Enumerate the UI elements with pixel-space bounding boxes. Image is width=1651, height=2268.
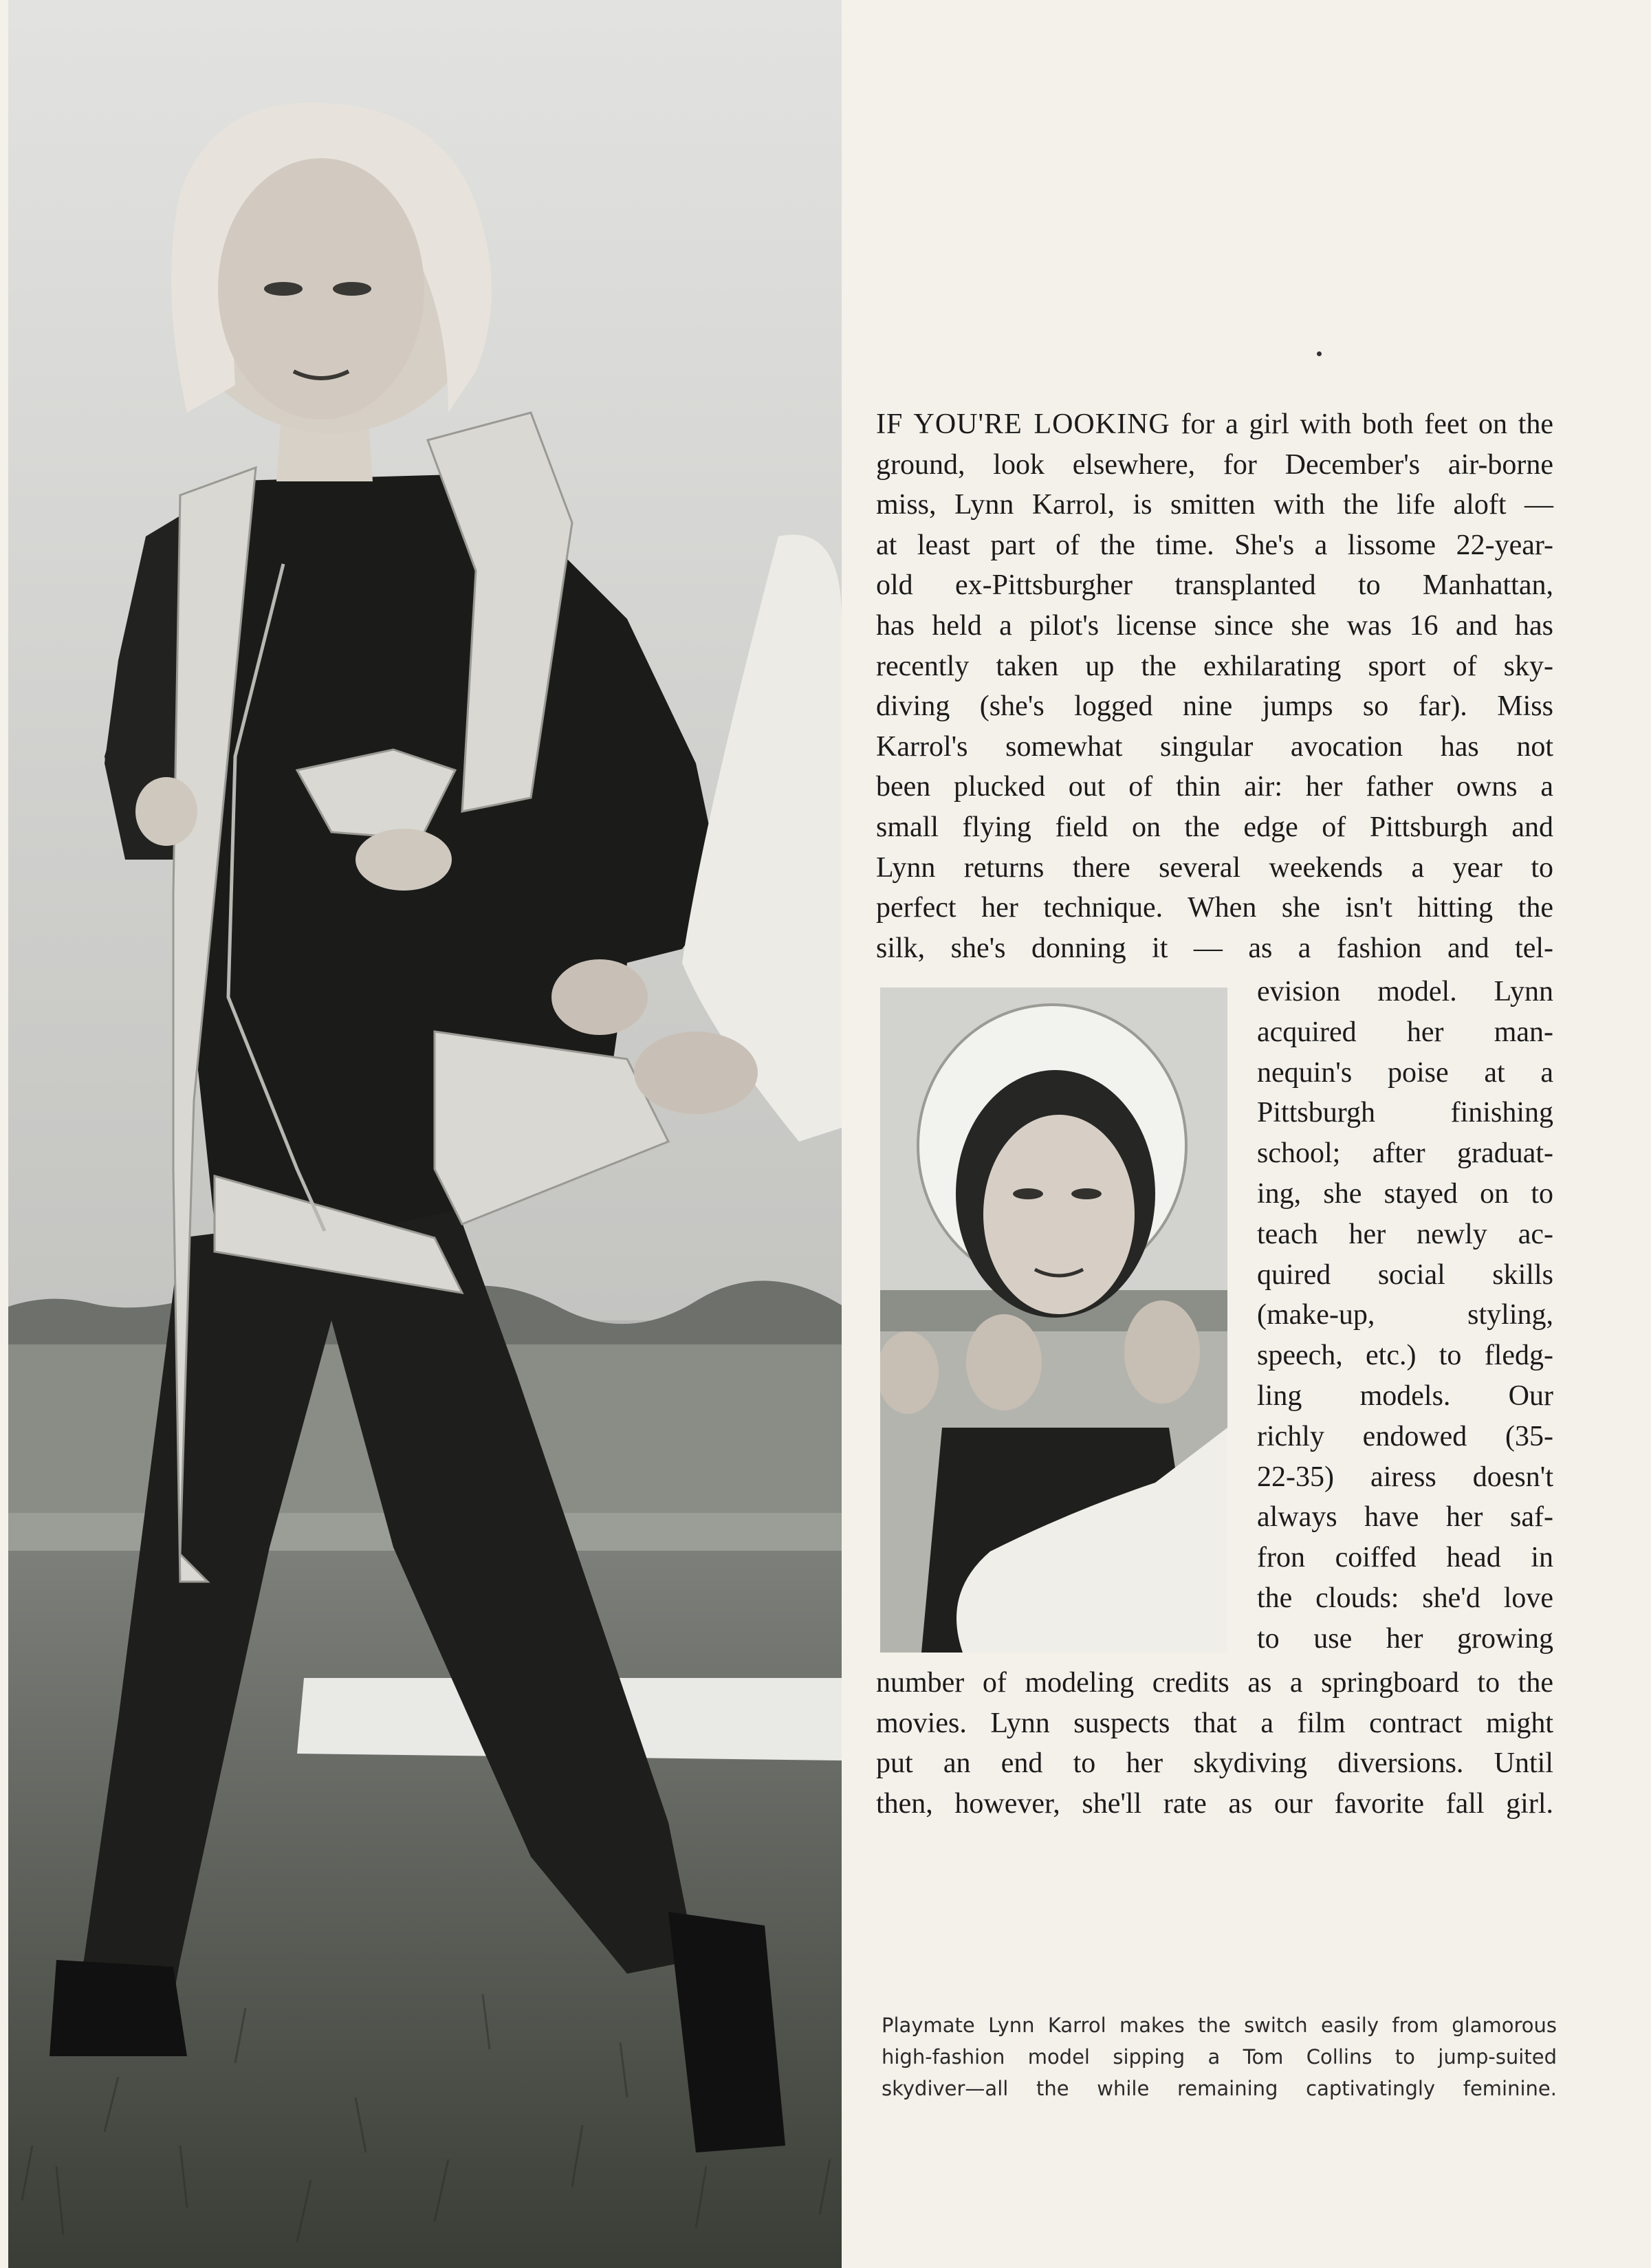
article-line: richly endowed (35- bbox=[1257, 1420, 1553, 1452]
article-line: has held a pilot's license since she was 16 and has bbox=[876, 609, 1553, 642]
article-wrap-column bbox=[1257, 972, 1553, 1659]
article-line: speech, etc.) to fledg- bbox=[1257, 1340, 1553, 1372]
article-line: Karrol's somewhat singular avocation has not bbox=[876, 730, 1553, 763]
article-line: ground, look elsewhere, for December's air-borne bbox=[876, 448, 1553, 481]
caption-line: Playmate Lynn Karrol makes the switch easily from glamorous bbox=[882, 2014, 1557, 2037]
article-line: fron coiffed head in bbox=[1257, 1542, 1553, 1574]
photo-caption bbox=[882, 2009, 1557, 2104]
article-line: movies. Lynn suspects that a film contract might bbox=[876, 1707, 1553, 1739]
article-line: old ex-Pittsburgher transplanted to Manhattan, bbox=[876, 569, 1553, 602]
article-line: IF YOU'RE LOOKING for a girl with both feet on the bbox=[876, 408, 1554, 440]
article-lead-in: IF YOU'RE LOOKING bbox=[876, 408, 1170, 440]
article-body bbox=[876, 404, 1553, 968]
article-line: evision model. Lynn bbox=[1257, 976, 1553, 1007]
article-line: acquired her man- bbox=[1257, 1016, 1553, 1048]
article-line: quired social skills bbox=[1257, 1258, 1553, 1291]
article-line: teach her newly ac- bbox=[1257, 1218, 1553, 1250]
article-line: nequin's poise at a bbox=[1257, 1056, 1553, 1089]
inset-photo bbox=[880, 988, 1227, 1653]
caption-line: high-fashion model sipping a Tom Collins to jump-suited bbox=[882, 2045, 1557, 2069]
article-line: silk, she's donning it — as a fashion and tel- bbox=[876, 932, 1553, 964]
article-line: the clouds: she'd love bbox=[1257, 1582, 1553, 1614]
article-line: been plucked out of thin air: her father owns a bbox=[876, 771, 1553, 803]
article-line: Pittsburgh finishing bbox=[1257, 1097, 1553, 1129]
article-line: at least part of the time. She's a lissome 22-year- bbox=[876, 529, 1553, 561]
main-photo bbox=[8, 0, 842, 2268]
article-line: 22-35) airess doesn't bbox=[1257, 1461, 1553, 1493]
article-line: miss, Lynn Karrol, is smitten with the life aloft — bbox=[876, 489, 1553, 521]
article-line: put an end to her skydiving diversions. Until bbox=[876, 1747, 1553, 1780]
article-line: then, however, she'll rate as our favorite fall girl. bbox=[876, 1787, 1553, 1820]
article-line: perfect her technique. When she isn't hitting the bbox=[876, 892, 1553, 924]
article-line: to use her growing bbox=[1257, 1622, 1553, 1655]
article-line: diving (she's logged nine jumps so far). Miss bbox=[876, 690, 1553, 723]
article-line: small flying field on the edge of Pittsburgh and bbox=[876, 811, 1553, 843]
article-line: ing, she stayed on to bbox=[1257, 1177, 1553, 1210]
caption-line: skydiver—all the while remaining captivatingly feminine. bbox=[882, 2077, 1557, 2100]
article-line: number of modeling credits as a springboard to the bbox=[876, 1667, 1553, 1699]
decorative-dot bbox=[1317, 351, 1322, 356]
article-line: (make-up, styling, bbox=[1257, 1299, 1553, 1331]
article-closing bbox=[876, 1663, 1553, 1824]
article-line: recently taken up the exhilarating sport of sky- bbox=[876, 650, 1553, 682]
article-line: Lynn returns there several weekends a year to bbox=[876, 851, 1553, 884]
article-line: ling models. Our bbox=[1257, 1380, 1553, 1412]
article-line: always have her saf- bbox=[1257, 1501, 1553, 1534]
article-line: school; after graduat- bbox=[1257, 1137, 1553, 1170]
